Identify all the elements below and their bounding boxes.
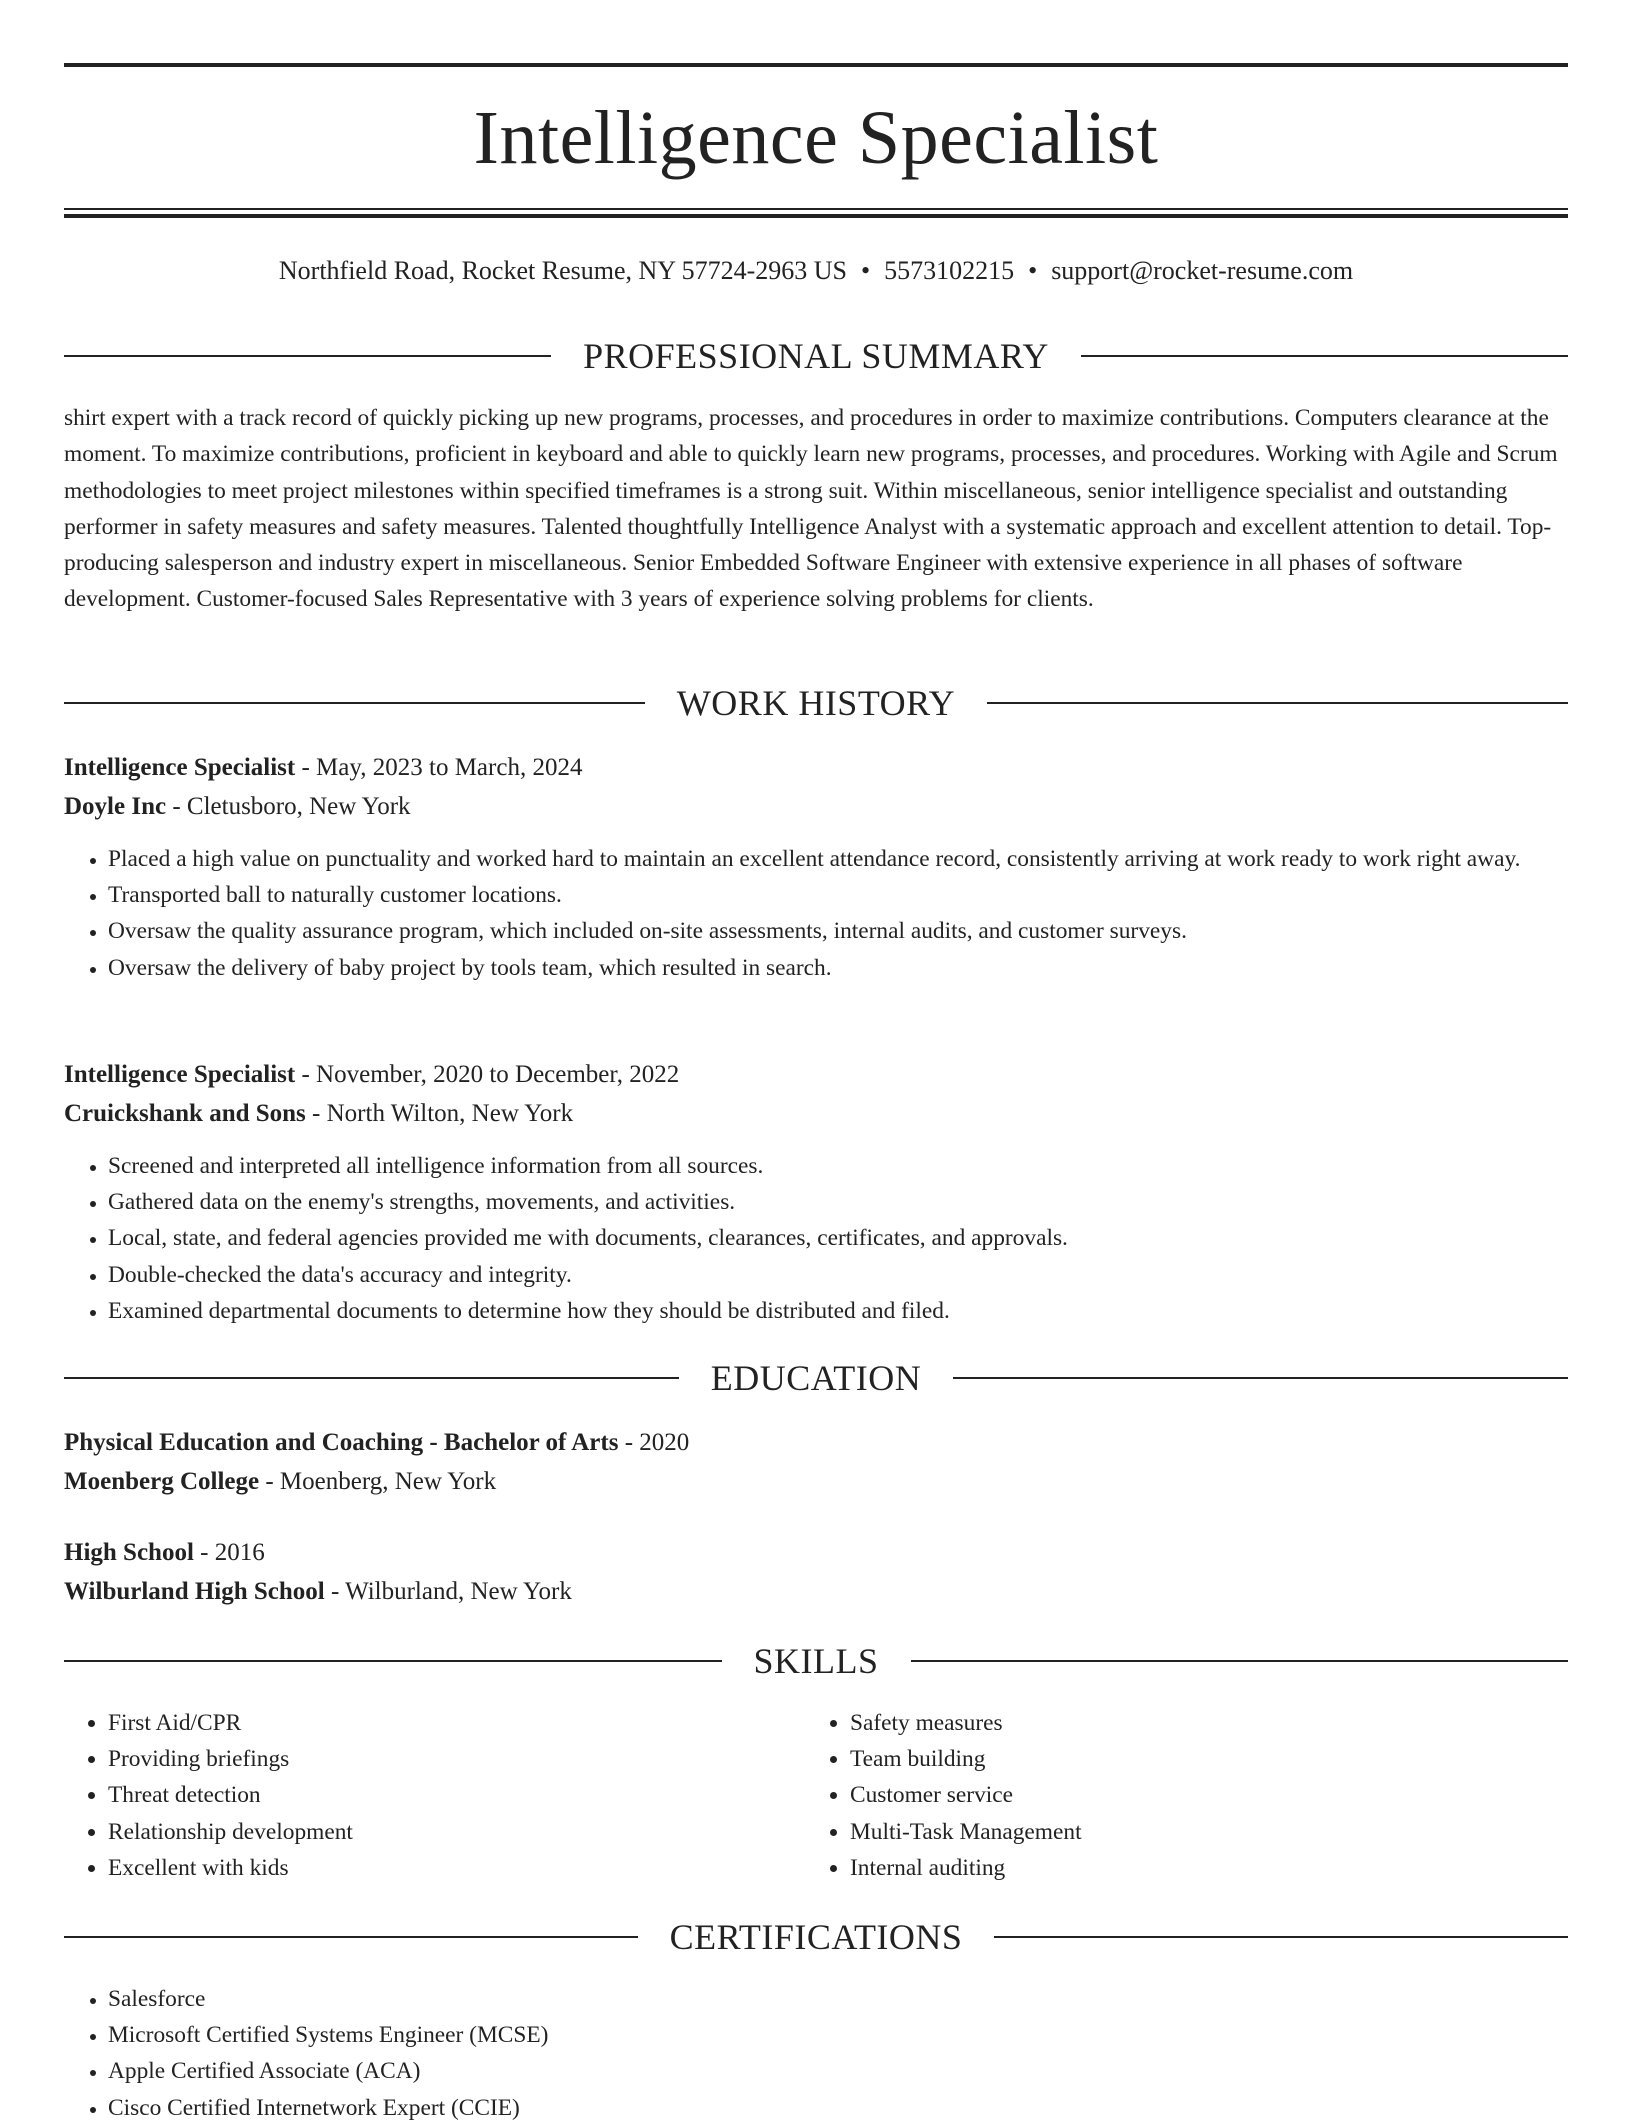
section-heading-summary [64, 336, 1568, 376]
header-top-rule [64, 63, 1568, 67]
education-school: Wilburland High School [64, 1578, 325, 1605]
contact-line [64, 254, 1568, 288]
skill-item: • Multi-Task Management [850, 1814, 1568, 1850]
job-title: Intelligence Specialist [64, 754, 296, 781]
education-entry [64, 1533, 1568, 1611]
skill-item: • Safety measures [850, 1705, 1568, 1741]
section-heading-certifications [64, 1917, 1568, 1957]
skill-item: • Customer service [850, 1777, 1568, 1813]
section-title: EDUCATION [710, 1358, 922, 1398]
skill-item: • First Aid/CPR [108, 1705, 804, 1741]
skill-item: • Relationship development [108, 1814, 804, 1850]
section-title: CERTIFICATIONS [669, 1917, 963, 1957]
skill-item: • Internal auditing [850, 1850, 1568, 1886]
job-dates: - November, 2020 to December, 2022 [295, 1061, 680, 1088]
education-location: - Moenberg, New York [259, 1468, 497, 1495]
job-company: Doyle Inc [64, 793, 167, 820]
skills-list-right [806, 1705, 1568, 1886]
skill-item: • Providing briefings [108, 1741, 804, 1777]
certifications-list [64, 1981, 1568, 2126]
certification-item: • Microsoft Certified Systems Engineer (MCSE) [108, 2017, 1568, 2053]
skill-item: • Threat detection [108, 1777, 804, 1813]
section-title: PROFESSIONAL SUMMARY [583, 336, 1049, 376]
education-entry [64, 1423, 1568, 1501]
education-degree: High School [64, 1539, 194, 1566]
list-item: • Screened and interpreted all intelligence information from all sources. [108, 1148, 1568, 1184]
contact-separator: • [1028, 256, 1038, 285]
job-entry [64, 1055, 1568, 1133]
job-company: Cruickshank and Sons [64, 1100, 306, 1127]
job-dates: - May, 2023 to March, 2024 [295, 754, 583, 781]
section-heading-education [64, 1358, 1568, 1398]
job-bullets [64, 841, 1568, 986]
heading-rule-right [994, 1936, 1568, 1938]
education-year: - 2016 [193, 1539, 265, 1566]
contact-address: Northfield Road, Rocket Resume, NY 57724-2963 US [278, 256, 847, 285]
heading-rule-left [64, 702, 645, 704]
skill-item: • Team building [850, 1741, 1568, 1777]
list-item: • Oversaw the quality assurance program, which included on-site assessments, internal audits, and customer surveys. [108, 913, 1568, 949]
education-year: - 2020 [618, 1429, 690, 1456]
section-heading-skills [64, 1641, 1568, 1681]
job-location: - North Wilton, New York [305, 1100, 574, 1127]
list-item: • Local, state, and federal agencies provided me with documents, clearances, certificates, and approvals. [108, 1220, 1568, 1256]
heading-rule-left [64, 1660, 722, 1662]
education-school: Moenberg College [64, 1468, 260, 1495]
list-item: • Gathered data on the enemy's strengths, movements, and activities. [108, 1184, 1568, 1220]
heading-rule-right [911, 1660, 1569, 1662]
section-title: WORK HISTORY [676, 683, 956, 723]
job-title: Intelligence Specialist [64, 1061, 296, 1088]
heading-rule-left [64, 1936, 638, 1938]
job-entry [64, 748, 1568, 826]
heading-rule-left [64, 355, 551, 357]
heading-rule-left [64, 1377, 679, 1379]
certification-item: • Apple Certified Associate (ACA) [108, 2053, 1568, 2089]
job-bullets [64, 1148, 1568, 1329]
header-rule-thick [64, 214, 1568, 218]
contact-email: support@rocket-resume.com [1051, 256, 1354, 285]
summary-paragraph: shirt expert with a track record of quickly picking up new programs, processes, and procedures in order to maximize contributions. Computers clearance at the moment. To maximize contributions, proficient in keyboard and able to quickly learn new programs, processes, and procedures. Working with Agile and Scrum methodologies to meet project milestones within specified timeframes is a strong suit. Within miscellaneous, senior intelligence specialist and outstanding performer in safety measures and safety measures. Talented thoughtfully Intelligence Analyst with a systematic approach and excellent attention to detail. Top-producing salesperson and industry expert in miscellaneous. Senior Embedded Software Engineer with extensive experience in all phases of software development. Customer-focused Sales Representative with 3 years of experience solving problems for clients. [64, 405, 1558, 613]
skill-item: • Excellent with kids [108, 1850, 804, 1886]
heading-rule-right [953, 1377, 1568, 1379]
heading-rule-right [1081, 355, 1568, 357]
section-heading-work [64, 683, 1568, 723]
education-degree: Physical Education and Coaching - Bachelor of Arts [64, 1429, 619, 1456]
contact-phone: 5573102215 [884, 256, 1015, 285]
contact-separator: • [860, 256, 871, 285]
certification-item: • Salesforce [108, 1981, 1568, 2017]
certification-item: • Cisco Certified Internetwork Expert (CCIE) [108, 2090, 1568, 2126]
list-item: • Oversaw the delivery of baby project by tools team, which resulted in search. [108, 950, 1568, 986]
list-item: • Examined departmental documents to determine how they should be distributed and filed. [108, 1293, 1568, 1329]
list-item: • Transported ball to naturally customer locations. [108, 877, 1568, 913]
heading-rule-right [987, 702, 1568, 704]
list-item: • Double-checked the data's accuracy and integrity. [108, 1257, 1568, 1293]
header-rule-thin [64, 208, 1568, 210]
section-title: SKILLS [753, 1641, 879, 1681]
list-item: • Placed a high value on punctuality and worked hard to maintain an excellent attendance record, consistently arriving at work ready to work right away. [108, 841, 1568, 877]
skills-list-left [64, 1705, 804, 1886]
job-location: - Cletusboro, New York [166, 793, 411, 820]
candidate-name: Intelligence Specialist [473, 96, 1159, 180]
education-location: - Wilburland, New York [324, 1578, 572, 1605]
